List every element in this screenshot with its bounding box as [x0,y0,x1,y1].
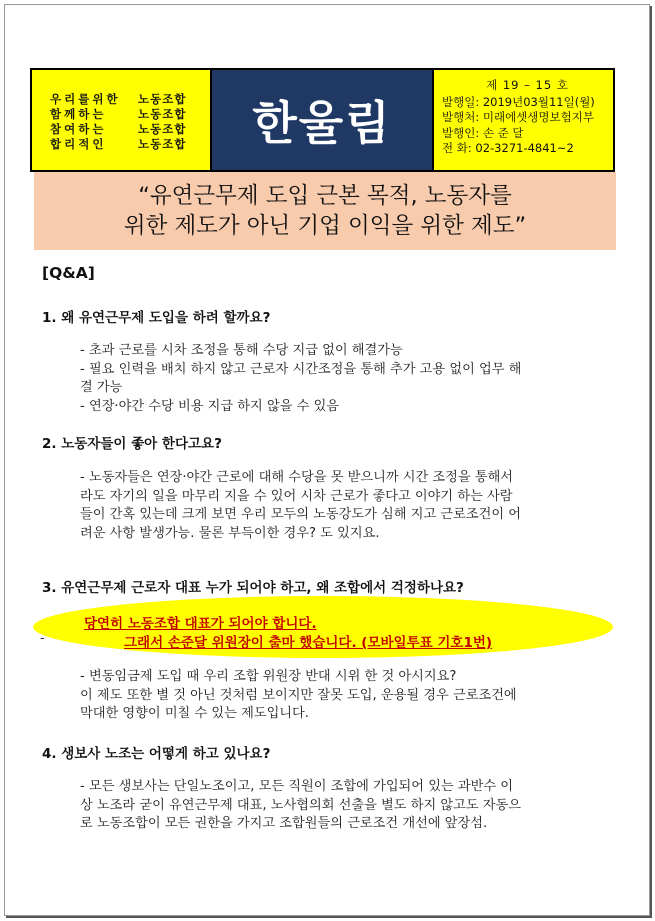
question-3: 3. 유연근무제 근로자 대표 누가 되어야 하고, 왜 조합에서 걱정하나요? [42,580,464,596]
highlight-line-2: 그래서 손준달 위원장이 출마 했습니다. (모바일투표 기호1번) [124,635,493,651]
slogan-line: 합리적인 노동조합 [50,137,187,151]
answer-line: 상 노조라 굳이 유연근무제 대표, 노사협의회 선출을 별도 하지 않고도 자동으 [80,797,522,813]
slogan-line: 우리를위한 노동조합 [50,92,187,106]
newsletter-title: 한울림 [252,96,392,150]
answer-line: 려운 사항 발생가능. 물론 부득이한 경우? 도 있지요. [80,525,380,541]
publication-info [434,70,613,170]
newsletter-title-block [212,70,434,170]
headline [34,172,616,250]
answer-line: - 변동임금제 도입 때 우리 조합 위원장 반대 시위 한 것 아시지요? [80,669,457,684]
publish-date: 발행일: 2019년03월11일(월) [442,94,595,109]
answer-4 [80,778,610,834]
headline-line-1: “유연근무제 도입 근본 목적, 노동자를 [138,183,512,209]
qa-title: [Q&A] [42,264,95,282]
slogan-line: 함께하는 노동조합 [50,107,187,121]
answer-line: - 노동자들은 연장·야간 근로에 대해 수당을 못 받으니까 시간 조정을 통해서 [80,470,514,485]
answer-1 [80,342,610,416]
phone: 전 화: 02-3271-4841~2 [442,141,574,155]
answer-3 [80,668,610,724]
highlight-line-1: 당연히 노동조합 대표가 되어야 합니다. [84,616,317,632]
list-dash: - [40,631,45,646]
issuer: 발행인: 손 준 달 [442,125,524,140]
question-4: 4. 생보사 노조는 어떻게 하고 있나요? [42,746,271,762]
slogan-line: 참여하는 노동조합 [50,122,187,136]
answer-line: 들이 간혹 있는데 크게 보면 우리 모두의 노동강도가 심해 지고 근로조건이 어 [80,507,522,522]
headline-line-2: 위한 제도가 아닌 기업 이익을 위한 제도” [123,213,527,239]
answer-line: 라도 자기의 일을 마무리 지을 수 있어 시차 근로가 좋다고 이야기 하는 사람 [80,488,513,504]
question-1: 1. 왜 유연근무제 도입을 하려 할까요? [42,310,271,326]
slogan-block [32,70,212,170]
answer-line: - 초과 근로를 시차 조정을 통해 수당 지급 없이 해결가능 [80,343,403,358]
answer-line: 로 노동조합이 모든 권한을 가지고 조합원들의 근로조건 개선에 앞장섬. [80,816,488,831]
question-2: 2. 노동자들이 좋아 한다고요? [42,436,222,452]
answer-line: - 모든 생보사는 단일노조이고, 모든 직원이 조합에 가입되어 있는 과반수 이 [80,779,514,794]
answer-line: 이 제도 또한 별 것 아닌 것처럼 보이지만 잘못 도입, 운용될 경우 근로조건에 [80,687,517,703]
publisher: 발행처: 미래에셋생명보험지부 [442,110,594,124]
answer-2 [80,469,610,543]
answer-line: 결 가능 [80,380,123,395]
answer-line: - 연장·야간 수당 비용 지급 하지 않을 수 있음 [80,398,340,414]
masthead [30,68,615,172]
answer-line: - 필요 인력을 배치 하지 않고 근로자 시간조정을 통해 추가 고용 없이 업무 해 [80,361,522,377]
answer-line: 막대한 영향이 미칠 수 있는 제도입니다. [80,706,309,721]
issue-number: 제 19 – 15 호 [486,78,569,92]
